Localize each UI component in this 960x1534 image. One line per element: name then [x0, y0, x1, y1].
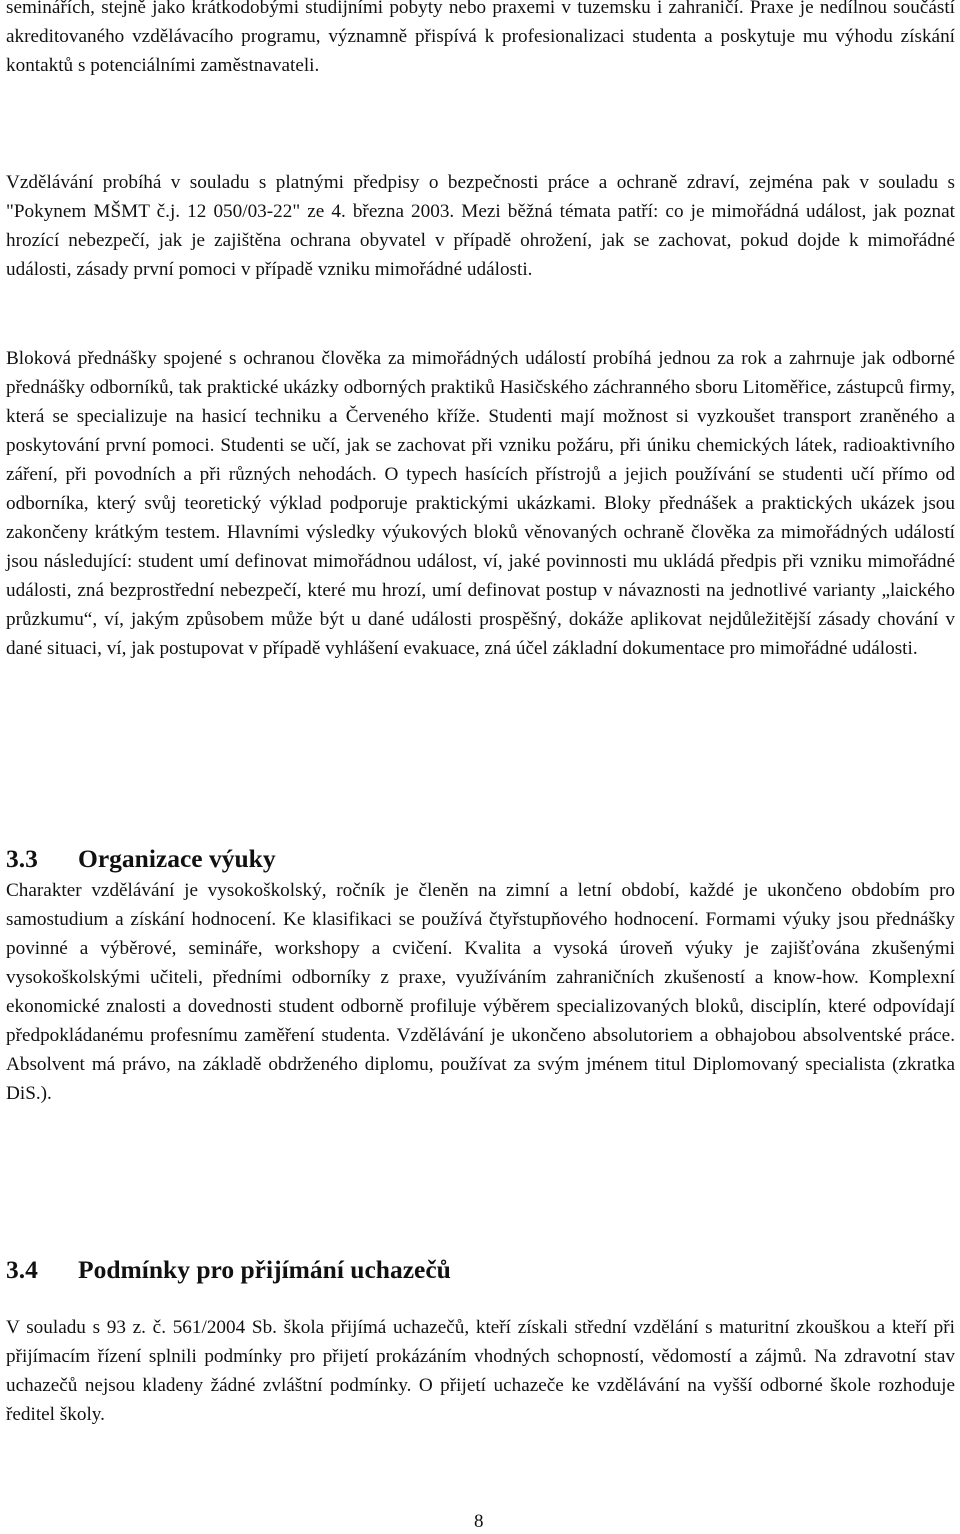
section-number: 3.4 [6, 1255, 38, 1284]
paragraph-block-lectures: Bloková přednášky spojené s ochranou člověka za mimořádných událostí probíhá jednou za rok a zahrnuje jak odborné přednášky odborníků, tak praktické ukázky odborných praktiků Hasičského záchranného sboru Litoměřice, zástupců firmy, která se specializuje na hasicí techniku a Červeného kříže. Studenti mají možnost si vyzkoušet transport zraněného a poskytování první pomoci. Studenti se učí, jak se zachovat při vzniku požáru, při úniku chemických látek, radioaktivního záření, při povodních a při různých nehodách. O typech hasících přístrojů a jejich používání se studenti učí přímo od odborníka, který svůj teoretický výklad podporuje praktickými ukázkami. Bloky přednášek a praktických ukázek jsou zakončeny krátkým testem. Hlavními výsledky výukových bloků věnovaných ochraně člověka za mimořádných událostí jsou následující: student umí definovat mimořádnou událost, ví, jaké povinnosti mu ukládá předpis při vzniku mimořádné události, zná bezprostřední nebezpečí, které mu hrozí, umí definovat postup v návaznosti na jednotlivé varianty „laického průzkumu“, ví, jakým způsobem může být u dané události prospěšný, dokáže aplikovat nejdůležitější zásady chování v dané situaci, ví, jak postupovat v případě vyhlášení evakuace, zná účel základní dokumentace pro mimořádné události. [6, 348, 955, 659]
paragraph-safety-regulations: Vzdělávání probíhá v souladu s platnými předpisy o bezpečnosti práce a ochraně zdraví, zejména pak v souladu s "Pokynem MŠMT č.j. 12 050/03-22" ze 4. března 2003. Mezi běžná témata patří: co je mimořádná událost, jak poznat hrozící nebezpečí, jak je zajištěna ochrana obyvatel v případě ohrožení, jak se zachovat, pokud dojde k mimořádné události, zásady první pomoci v případě vzniku mimořádné události. [6, 172, 955, 280]
section-number: 3.3 [6, 844, 38, 873]
section-title: Organizace výuky [78, 844, 276, 873]
paragraph-podminky-prijimani: V souladu s 93 z. č. 561/2004 Sb. škola přijímá uchazečů, kteří získali střední vzdělání s maturitní zkouškou a kteří při přijímacím řízení splnili podmínky pro přijetí prokázáním vhodných schopností, vědomostí a zájmů. Na zdravotní stav uchazečů nejsou kladeny žádné zvláštní podmínky. O přijetí uchazeče ke vzdělávání na vyšší odborné škole rozhoduje ředitel školy. [6, 1317, 955, 1425]
section-heading-organizace-vyuky [6, 844, 276, 874]
section-title: Podmínky pro přijímání uchazečů [78, 1255, 451, 1284]
section-heading-podminky-prijimani [6, 1255, 451, 1285]
paragraph-practice: seminářích, stejně jako krátkodobými studijními pobyty nebo praxemi v tuzemsku i zahraničí. Praxe je nedílnou součástí akreditovaného vzdělávacího programu, významně přispívá k profesionalizaci studenta a poskytuje mu výhodu získání kontaktů s potenciálními zaměstnavateli. [6, 0, 955, 76]
paragraph-organizace-vyuky: Charakter vzdělávání je vysokoškolský, ročník je členěn na zimní a letní období, každé je ukončeno obdobím pro samostudium a získání hodnocení. Ke klasifikaci se používá čtyřstupňového hodnocení. Formami výuky jsou přednášky povinné a výběrové, semináře, workshopy a cvičení. Kvalita a vysoká úroveň výuky je zajišťována zkušenými vysokoškolskými učiteli, předními odborníky z praxe, využíváním zahraničních zkušeností a know-how. Komplexní ekonomické znalosti a dovednosti student odborně profiluje výběrem specializovaných bloků, disciplín, které odpovídají předpokládanému profesnímu zaměření studenta. Vzdělávání je ukončeno absolutoriem a obhajobou absolventské práce. Absolvent má právo, na základě obdrženého diplomu, používat za svým jménem titul Diplomovaný specialista (zkratka DiS.). [6, 880, 955, 1104]
page-number: 8 [474, 1511, 484, 1532]
